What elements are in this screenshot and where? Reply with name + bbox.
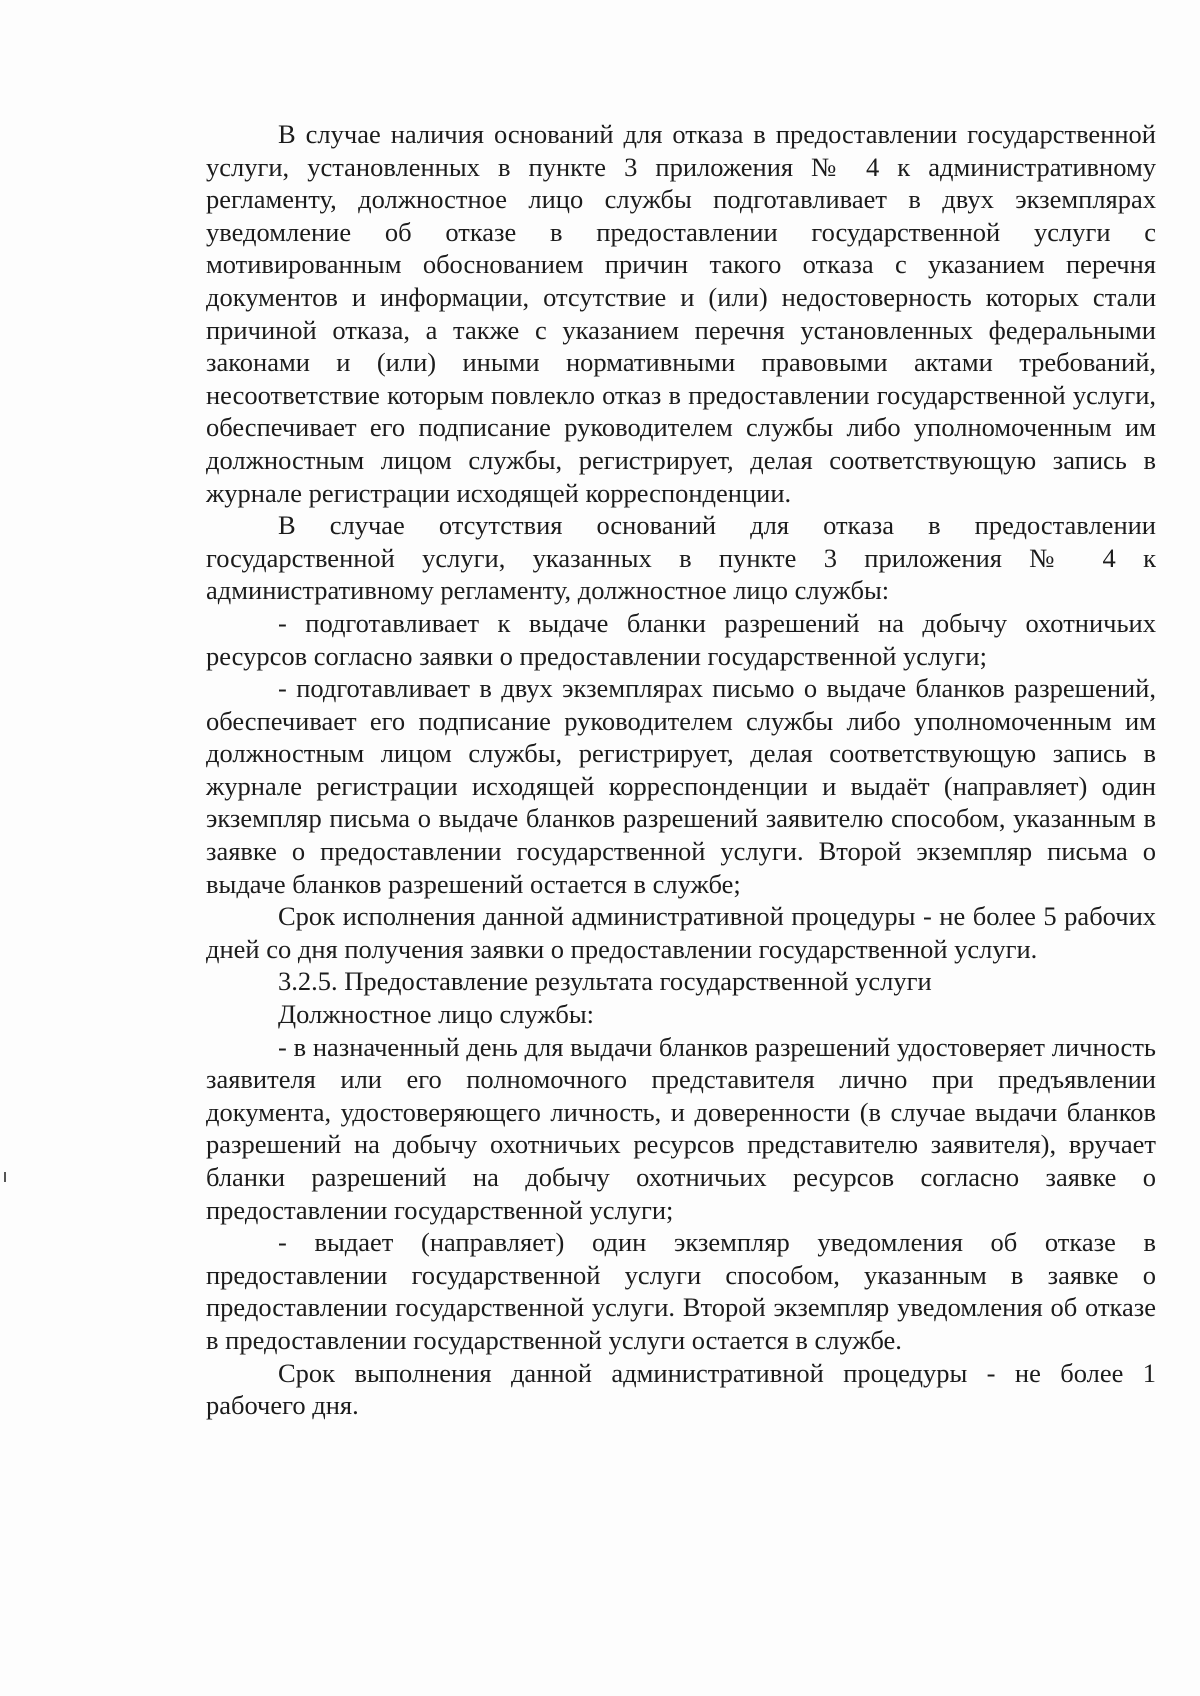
- paragraph-refusal-grounds: В случае наличия оснований для отказа в предоставлении государственной услуги, установленных в пункте 3 приложения № 4 к административному регламенту, должностное лицо службы подготавливает в двух экземплярах уведомление об отказе в предоставлении государственной услуги с мотивированным обоснованием причин такого отказа с указанием перечня документов и информации, отсутствие и (или) недостоверность которых стали причиной отказа, а также с указанием перечня установленных федеральными законами и (или) иными нормативными правовыми актами требований, несоответствие которым повлекло отказ в предоставлении государственной услуги, обеспечивает его подписание руководителем службы либо уполномоченным им должностным лицом службы, регистрирует, делая соответствующую запись в журнале регистрации исходящей корреспонденции.: [206, 119, 1156, 508]
- list-item-prepare-letter: - подготавливает в двух экземплярах письмо о выдаче бланков разрешений, обеспечивает его подписание руководителем службы либо уполномоченным им должностным лицом службы, регистрирует, делая соответствующую запись в журнале регистрации исходящей корреспонденции и выдаёт (направляет) один экземпляр письма о выдаче бланков разрешений заявителю способом, указанным в заявке о предоставлении государственной услуги. Второй экземпляр письма о выдаче бланков разрешений остается в службе;: [206, 673, 1156, 899]
- list-item-prepare-forms: - подготавливает к выдаче бланки разрешений на добычу охотничьих ресурсов согласно заявки о предоставлении государственной услуги;: [206, 607, 1156, 671]
- paragraph-execution-term-1-day: Срок выполнения данной административной процедуры - не более 1 рабочего дня.: [206, 1357, 1156, 1421]
- paragraph-official-intro: Должностное лицо службы:: [278, 999, 595, 1030]
- list-item-issue-refusal-notice: - выдает (направляет) один экземпляр уведомления об отказе в предоставлении государственной услуги способом, указанным в заявке о предоставлении государственной услуги. Второй экземпляр уведомления об отказе в предоставлении государственной услуги остается в службе.: [206, 1227, 1156, 1355]
- section-heading-3-2-5: 3.2.5. Предоставление результата государственной услуги: [278, 966, 932, 997]
- document-body: [206, 118, 1156, 1422]
- scan-artifact-mark: [4, 1172, 6, 1182]
- list-item-issue-forms: - в назначенный день для выдачи бланков разрешений удостоверяет личность заявителя или его полномочного представителя лично при предъявлении документа, удостоверяющего личность, и доверенности (в случае выдачи бланков разрешений на добычу охотничьих ресурсов представителю заявителя), вручает бланки разрешений на добычу охотничьих ресурсов согласно заявке о предоставлении государственной услуги;: [206, 1031, 1156, 1225]
- paragraph-no-refusal-grounds: В случае отсутствия оснований для отказа в предоставлении государственной услуги, указанных в пункте 3 приложения № 4 к административному регламенту, должностное лицо службы:: [206, 510, 1156, 606]
- paragraph-execution-term-5-days: Срок исполнения данной административной процедуры - не более 5 рабочих дней со дня получения заявки о предоставлении государственной услуги.: [206, 901, 1156, 964]
